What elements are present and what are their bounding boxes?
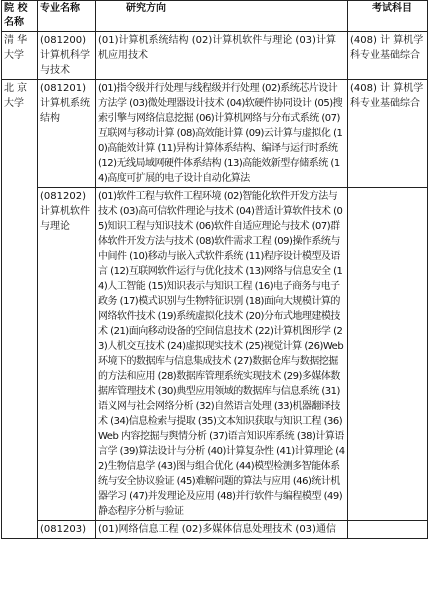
header-research: 研究方向	[96, 1, 348, 32]
exam-cell	[348, 521, 428, 539]
research-cell: (01)计算机系统结构 (02)计算机软件与理论 (03)计算机应用技术	[96, 32, 348, 80]
header-major: 专业名称	[38, 1, 96, 32]
university-cell: 清 华大学	[2, 32, 38, 80]
exam-cell: (408) 计 算机学科专业基础综合	[348, 32, 428, 80]
header-university: 院 校名称	[2, 1, 38, 32]
major-cell: (081200)计算机科学与技术	[38, 32, 96, 80]
table-row	[2, 188, 428, 521]
header-exam: 考试科目	[348, 1, 428, 32]
header-row	[2, 1, 428, 32]
exam-cell: (408) 计 算机学科专业基础综合	[348, 80, 428, 188]
admissions-table	[1, 0, 428, 539]
research-cell: (01)软件工程与软件工程环境 (02)智能化软件开发方法与技术 (03)高可信软件理论与技术 (04)普适计算软件技术 (05)知识工程与知识技术 (06)软件自适应理论与技术 (07)群体软件开发方法与技术 (08)软件需求工程 (09)操作系统与中间件 (10)移动与嵌入式软件系统 (11)程序设计模型及语言 (12)互联网软件运行与优化技术 (13)网络与信息安全 (14)人工智能 (15)知识表示与知识工程 (16)电子商务与电子政务 (17)模式识别与生物特征识别 (18)面向大规模计算的网络软件技术 (19)系统虚拟化技术 (20)分布式地理建模技术 (21)面向移动设备的空间信息技术 (22)计算机图形学 (23)人机交互技术 (24)虚拟现实技术 (25)视觉计算 (26)Web 环境下的数据库与信息集成技术 (27)数据仓库与数据挖掘的方法和应用 (28)数据库管理系统实现技术 (29)多媒体数据库管理技术 (30)典型应用领域的数据库与信息系统 (31)语义网与社会网络分析 (32)自然语言处理 (33)机器翻译技术 (34)信息检索与提取 (35)文本知识获取与知识工程 (36)Web 内容挖掘与舆情分析 (37)语言知识库系统 (38)计算语言学 (39)算法设计与分析 (40)计算复杂性 (41)计算理论 (42)生物信息学 (43)图与组合优化 (44)模型检测多智能体系统与安全协议验证 (45)难解问题的算法与应用 (46)统计机器学习 (47)并发理论及应用 (48)并行软件与编程模型 (49)静态程序分析与验证	[96, 188, 348, 521]
major-cell: (081201)计算机系统结构	[38, 80, 96, 188]
university-cell: 北 京大学	[2, 80, 38, 539]
research-cell: (01)网络信息工程 (02)多媒体信息处理技术 (03)通信	[96, 521, 348, 539]
major-cell: (081202)计算机软件与理论	[38, 188, 96, 521]
major-cell: (081203)	[38, 521, 96, 539]
exam-cell	[348, 188, 428, 521]
table-row	[2, 80, 428, 188]
table-row	[2, 521, 428, 539]
table-row	[2, 32, 428, 80]
research-cell: (01)指令级并行处理与线程级并行处理 (02)系统芯片设计方法学 (03)微处理器设计技术 (04)软硬件协同设计 (05)搜索引擎与网络信息挖掘 (06)计算机网络与分布式系统 (07)互联网与移动计算 (08)高效能计算 (09)云计算与虚拟化 (10)高能效计算 (11)异构计算体系结构、编译与运行时系统 (12)无线局域网硬件体系结构 (13)高能效新型存储系统 (14)高度可扩展的电子设计自动化算法	[96, 80, 348, 188]
